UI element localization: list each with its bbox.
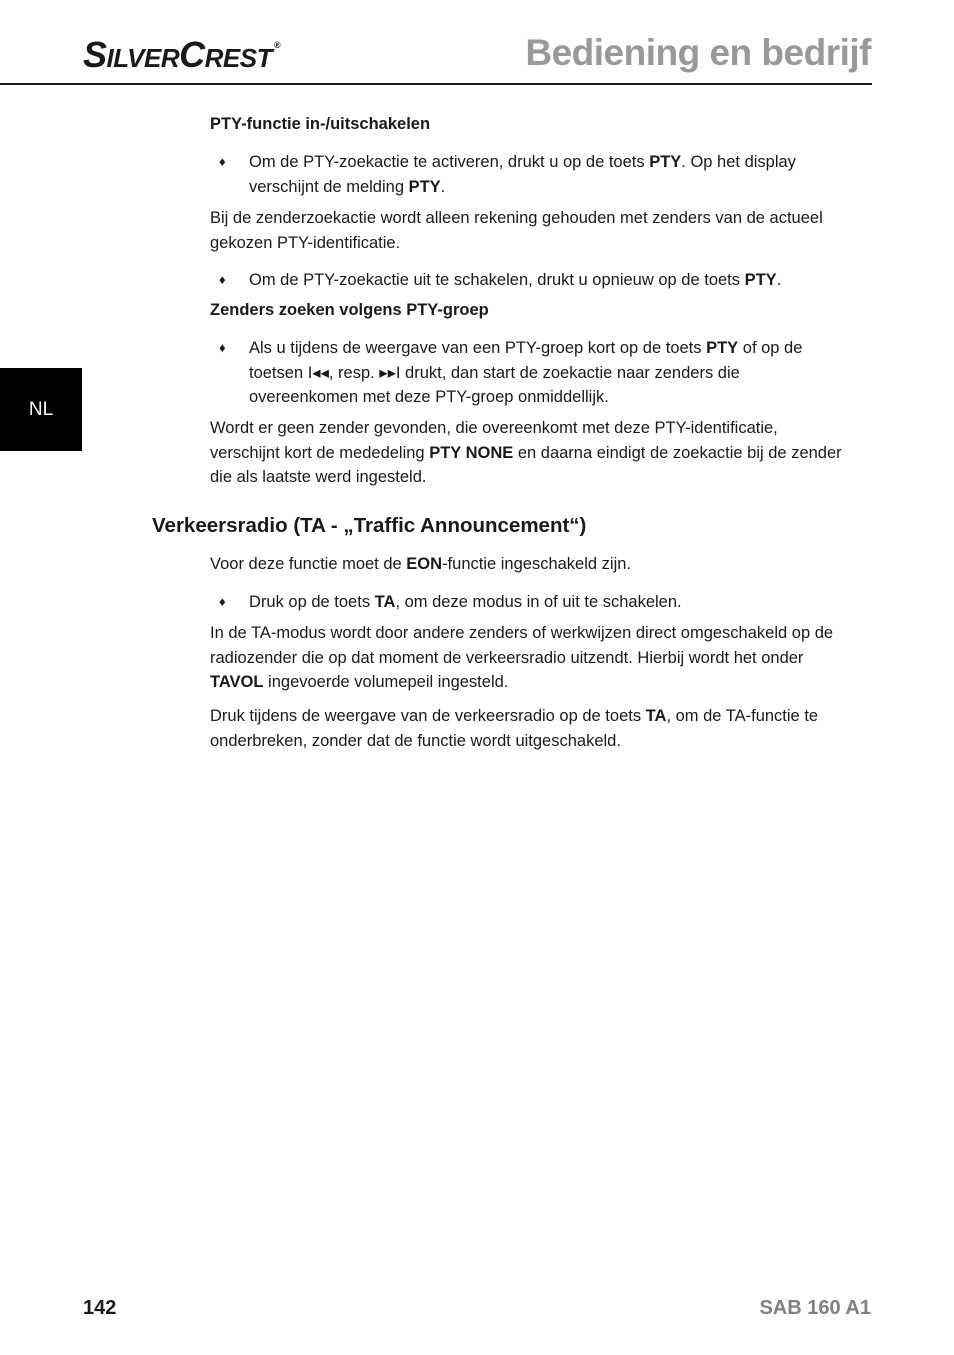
model-number: SAB 160 A1 xyxy=(759,1297,871,1319)
list-item xyxy=(210,336,850,410)
paragraph: Voor deze functie moet de EON-functie ingeschakeld zijn. xyxy=(210,555,631,573)
bullet-text: Om de PTY-zoekactie te activeren, drukt u op de toets PTY. Op het display verschijnt de melding PTY. xyxy=(249,153,796,196)
page-title: Bediening en bedrijf xyxy=(525,32,871,73)
list-item xyxy=(210,590,850,615)
language-tab: NL xyxy=(0,368,82,451)
paragraph: Wordt er geen zender gevonden, die overeenkomt met deze PTY-identificatie, verschijnt kort de mededeling PTY NONE en daarna eindigt de zoekactie bij de zender die als laatste werd ingesteld. xyxy=(210,419,842,486)
bullet-diamond-icon: ♦ xyxy=(219,340,226,355)
bullet-diamond-icon: ♦ xyxy=(219,594,226,609)
section-heading: Verkeersradio (TA - „Traffic Announcement“) xyxy=(152,514,587,537)
silvercrest-logo: SILVERCREST ® xyxy=(83,34,281,75)
list-item xyxy=(210,268,850,293)
paragraph: Druk tijdens de weergave van de verkeersradio op de toets TA, om de TA-functie te onderbreken, zonder dat de functie wordt uitgeschakeld. xyxy=(210,707,819,750)
paragraph: Bij de zenderzoekactie wordt alleen rekening gehouden met zenders van de actueel gekozen PTY-identificatie. xyxy=(210,209,823,252)
bullet-diamond-icon: ♦ xyxy=(219,154,226,169)
header-divider xyxy=(0,83,872,85)
bullet-diamond-icon: ♦ xyxy=(219,272,226,287)
page-number: 142 xyxy=(83,1297,117,1319)
list-item xyxy=(210,150,850,199)
pty-toggle-heading: PTY-functie in-/uitschakelen xyxy=(210,115,431,133)
pty-group-heading: Zenders zoeken volgens PTY-groep xyxy=(210,301,489,319)
bullet-text: Als u tijdens de weergave van een PTY-groep kort op de toets PTY of op de toetsen I◂◂, resp. ▸▸I drukt, dan start de zoekactie naar zenders die overeenkomen met deze PTY-groep onmiddellijk. xyxy=(249,339,803,406)
bullet-text: Druk op de toets TA, om deze modus in of uit te schakelen. xyxy=(249,593,682,611)
bullet-text: Om de PTY-zoekactie uit te schakelen, drukt u opnieuw op de toets PTY. xyxy=(249,271,782,289)
paragraph: In de TA-modus wordt door andere zenders of werkwijzen direct omgeschakeld op de radiozender die op dat moment de verkeersradio uitzendt. Hierbij wordt het onder TAVOL ingevoerde volumepeil ingesteld. xyxy=(210,624,834,691)
